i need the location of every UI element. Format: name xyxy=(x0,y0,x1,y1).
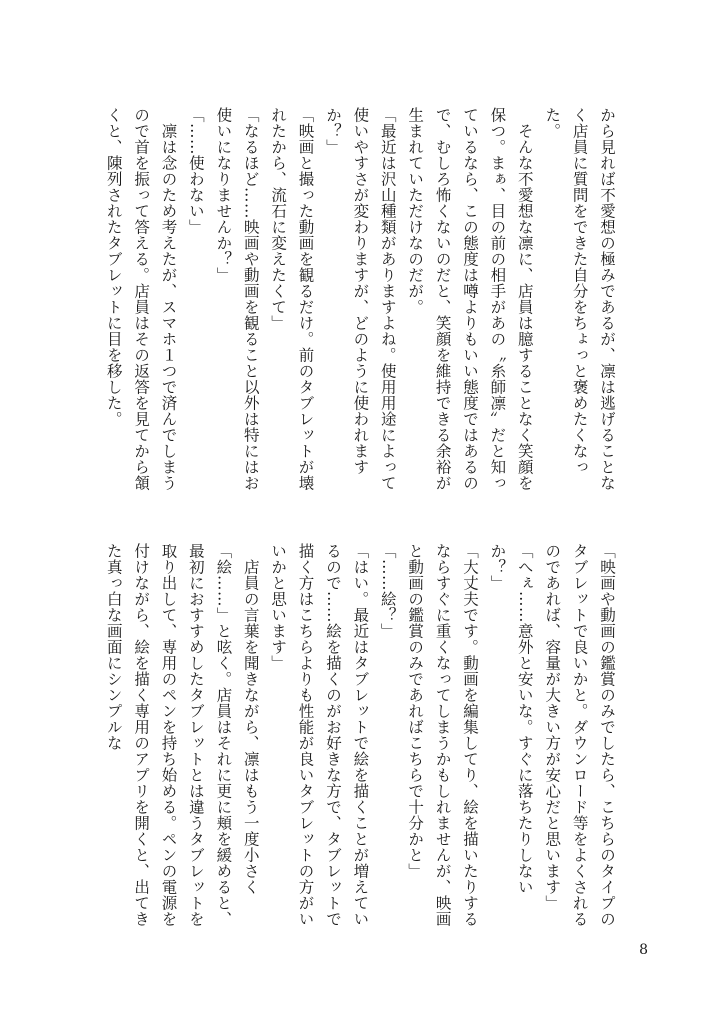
paragraph: から見れば不愛想の極みであるが、凛は逃げることなく店員に質問をできた自分をちょっと褒めたくなった。 xyxy=(543,107,616,491)
paragraph: 「映画や動画の鑑賞のみでしたら、こちらのタイプのタブレットで良いかと。ダウンロード等をよくされるのであれば、容量が大きい方が安心だと思います」 xyxy=(543,543,616,927)
paragraph: 「はい。最近はタブレットで絵を描くことが増えているので……絵を描くのがお好きな方で、タブレットで描く方はこちらよりも性能が良いタブレットの方がいいかと思います」 xyxy=(269,543,370,927)
paragraph: 「最近は沢山種類がありますよね。使用用途によって使いやすさが変わりますが、どのように使われますか？」 xyxy=(323,107,397,491)
paragraph: 「大丈夫です。動画を編集してり、絵を描いたりするならすぐに重くなってしまうかもしれませんが、映画と動画の鑑賞のみであればこちらで十分かと」 xyxy=(406,543,479,927)
text-block-upper xyxy=(104,107,620,502)
paragraph: 「映画と撮った動画を観るだけ。前のタブレットが壊れたから、流石に変えたくて」 xyxy=(269,107,315,491)
page-number: 8 xyxy=(639,942,648,958)
paragraph: 店員の言葉を聞きながら、凛はもう一度小さく「絵……」と呟く。店員はそれに更に頬を緩めると、最初におすすめしたタブレットとは違うタブレットを取り出して、専用のペンを持ち始める。ペンの電源を付けながら、絵を描く専用のアプリを開くと、出てきた真っ白な画面にシンプルな xyxy=(104,543,260,927)
text-block-lower xyxy=(104,543,620,935)
paragraph: 「なるほど……映画や動画を観ること以外は特にはお使いになりませんか？」 xyxy=(214,107,260,491)
paragraph: 「……絵？」 xyxy=(378,543,397,639)
paragraph: そんな不愛想な凛に、店員は臆することなく笑顔を保つ。まぁ、目の前の相手があの〝糸師凛〟だと知っているなら、この態度は噂よりもいい態度ではあるので、むしろ怖くないのだと、笑顔を維持できる余裕が生まれていただけなのだが。 xyxy=(406,107,534,491)
paragraph: 「……使わない」 xyxy=(186,107,205,235)
paragraph: 「へぇ……意外と安いな。すぐに落ちたりしないか？」 xyxy=(488,543,534,895)
paragraph: 凛は念のため考えたが、スマホ１つで済んでしまうので首を振って答える。店員はその返答を見てから頷くと、陳列されたタブレットに目を移した。 xyxy=(104,107,178,491)
